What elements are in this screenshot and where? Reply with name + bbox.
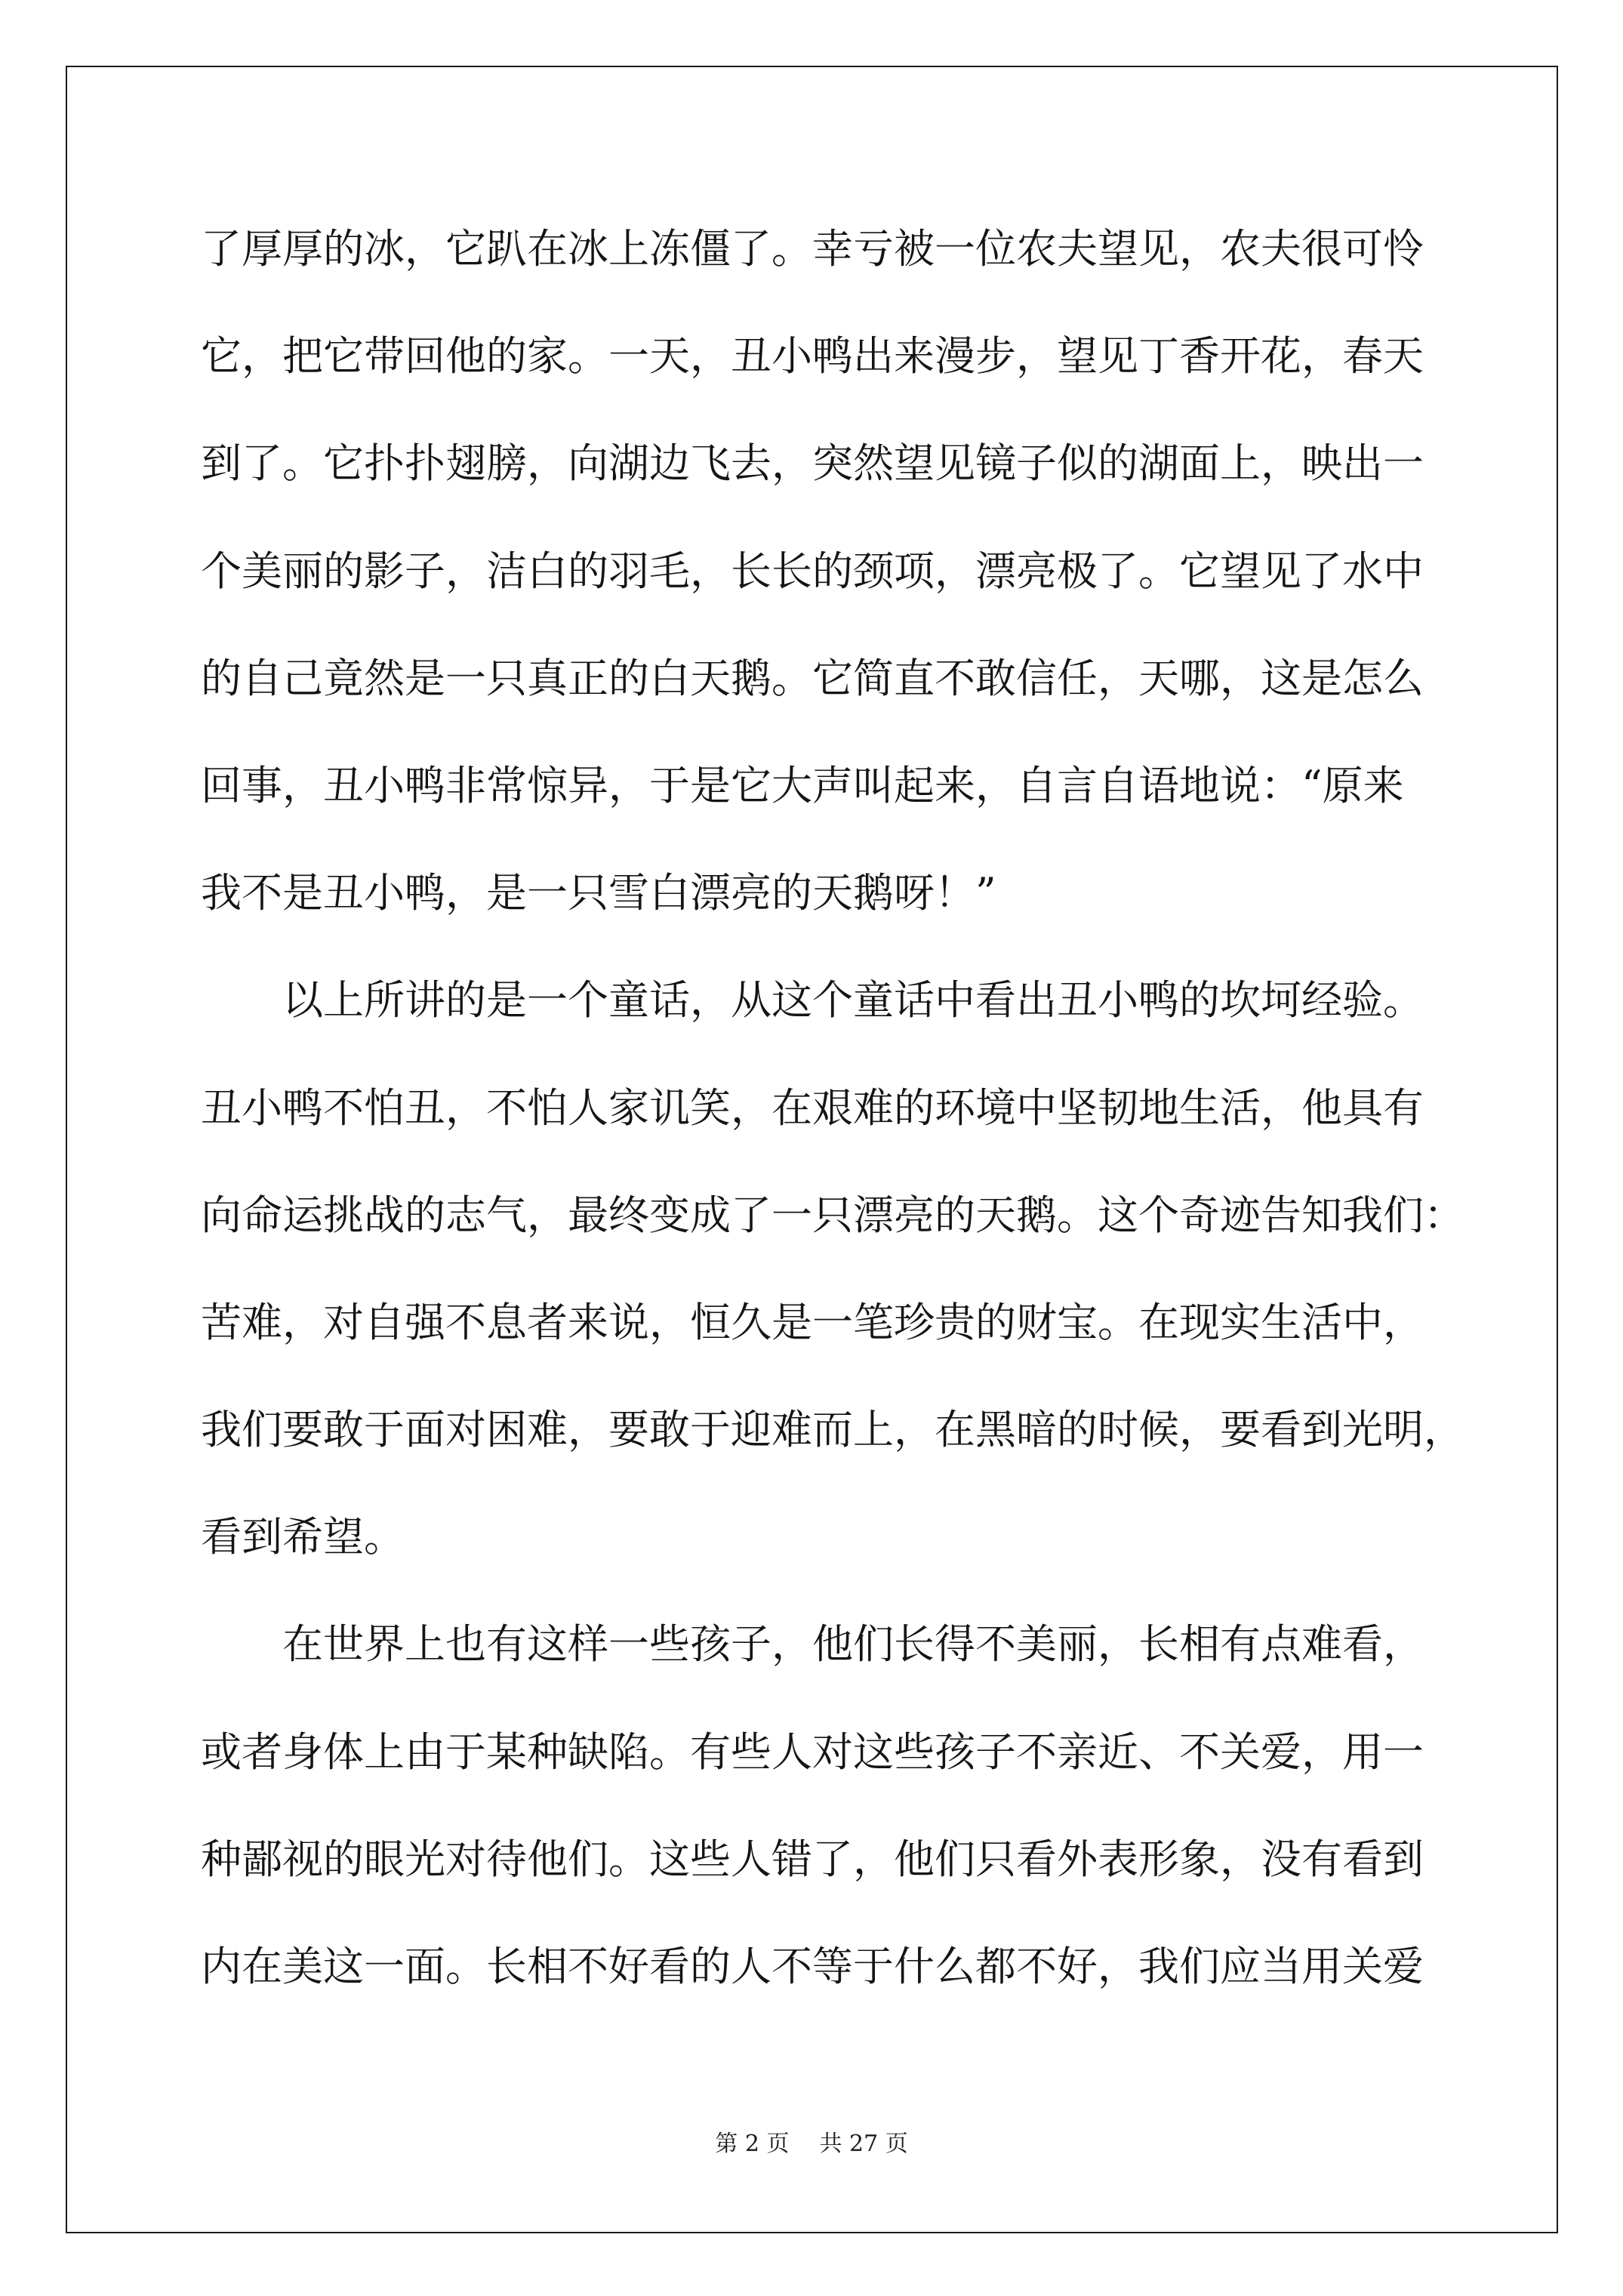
text-line: 苦难，对自强不息者来说，恒久是一笔珍贵的财宝。在现实生活中， (201, 1298, 1424, 1346)
text-line: 种鄙视的眼光对待他们。这些人错了，他们只看外表形象，没有看到 (201, 1835, 1424, 1883)
text-line: 向命运挑战的志气，最终变成了一只漂亮的天鹅。这个奇迹告知我们： (201, 1191, 1464, 1239)
text-line: 到了。它扑扑翅膀，向湖边飞去，突然望见镜子似的湖面上，映出一 (201, 439, 1424, 488)
text-line: 丑小鸭不怕丑，不怕人家讥笑，在艰难的环境中坚韧地生活，他具有 (201, 1083, 1424, 1132)
text-line: 个美丽的影子，洁白的羽毛，长长的颈项，漂亮极了。它望见了水中 (201, 547, 1424, 595)
text-line: 或者身体上由于某种缺陷。有些人对这些孩子不亲近、不关爱，用一 (201, 1727, 1424, 1776)
document-body (201, 196, 1529, 2020)
text-line: 看到希望。 (201, 1513, 405, 1561)
text-line: 了厚厚的冰，它趴在冰上冻僵了。幸亏被一位农夫望见，农夫很可怜 (201, 225, 1424, 273)
paragraph (201, 1591, 1529, 2020)
text-line: 内在美这一面。长相不好看的人不等于什么都不好，我们应当用关爱 (201, 1943, 1424, 1990)
paragraph (201, 947, 1529, 1591)
text-line: 我们要敢于面对困难，要敢于迎难而上，在黑暗的时候，要看到光明， (201, 1406, 1464, 1454)
paragraph (201, 196, 1529, 947)
text-line: 的自己竟然是一只真正的白天鹅。它简直不敢信任，天哪，这是怎么 (201, 654, 1424, 702)
text-line: 回事，丑小鸭非常惊异，于是它大声叫起来，自言自语地说：“原来 (201, 761, 1404, 809)
text-line: 以上所讲的是一个童话，从这个童话中看出丑小鸭的坎坷经验。 (282, 976, 1424, 1025)
text-line: 我不是丑小鸭，是一只雪白漂亮的天鹅呀！” (201, 869, 996, 917)
footer-total-pages: 共 27 页 (819, 2131, 908, 2157)
text-line: 它，把它带回他的家。一天，丑小鸭出来漫步，望见丁香开花，春天 (201, 332, 1424, 381)
page-footer (0, 2129, 1623, 2159)
footer-page-number: 第 2 页 (715, 2131, 790, 2157)
text-line: 在世界上也有这样一些孩子，他们长得不美丽，长相有点难看， (282, 1620, 1424, 1669)
